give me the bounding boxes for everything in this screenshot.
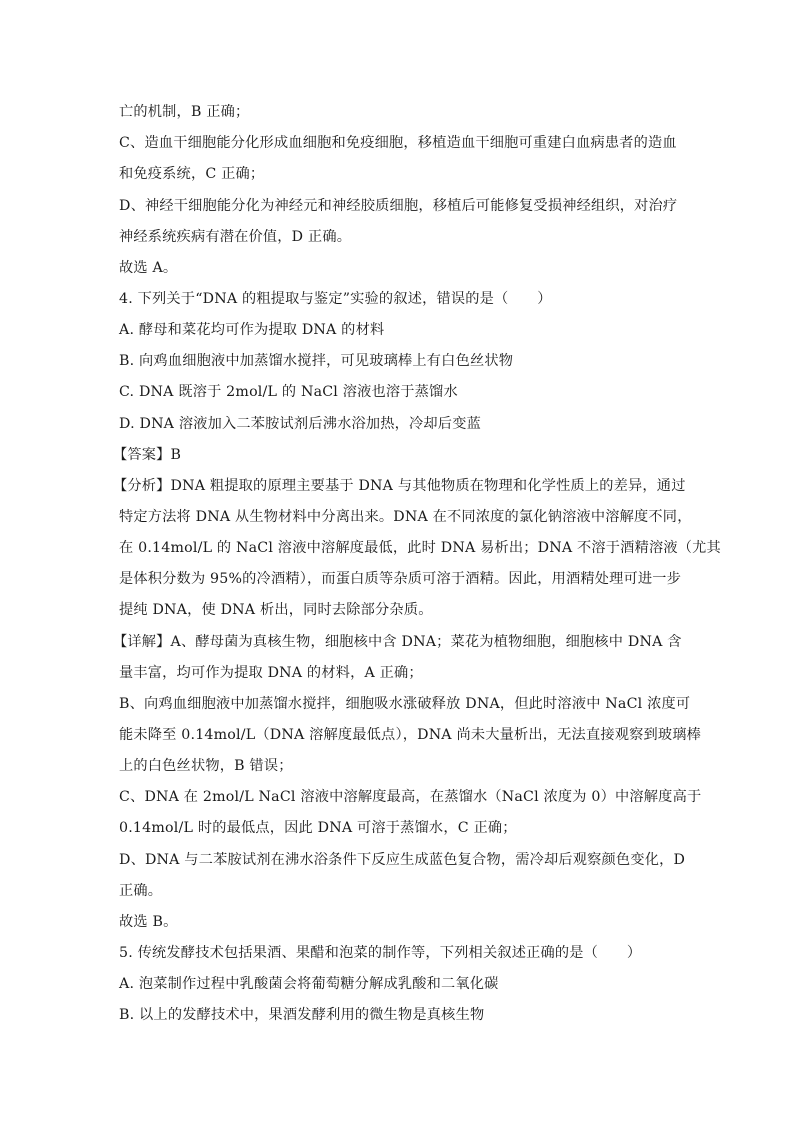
question-4-option-b: B. 向鸡血细胞液中加蒸馏水搅拌，可见玻璃棒上有白色丝状物 <box>119 353 514 369</box>
text-line: 能未降至 0.14mol/L（DNA 溶解度最低点），DNA 尚未大量析出，无法直接观察到玻璃棒 <box>119 727 702 743</box>
text-line: 故选 B。 <box>119 914 178 930</box>
text-line: 量丰富，均可作为提取 DNA 的材料，A 正确； <box>119 665 423 681</box>
text-line: 和免疫系统，C 正确； <box>119 166 265 182</box>
question-4-option-c: C. DNA 既溶于 2mol/L 的 NaCl 溶液也溶于蒸馏水 <box>119 384 458 400</box>
text-line: 是体积分数为 95%的冷酒精），而蛋白质等杂质可溶于酒精。因此，用酒精处理可进一步 <box>119 571 682 587</box>
text-line: 上的白色丝状物，B 错误； <box>119 758 293 774</box>
text-line: 特定方法将 DNA 从生物材料中分离出来。DNA 在不同浓度的氯化钠溶液中溶解度不同， <box>119 509 692 525</box>
question-5-stem: 5. 传统发酵技术包括果酒、果醋和泡菜的制作等，下列相关叙述正确的是（ ） <box>119 945 642 961</box>
text-line: 神经系统疾病有潜在价值，D 正确。 <box>119 229 352 245</box>
text-line: 正确。 <box>119 883 163 899</box>
question-4-stem: 4. 下列关于“DNA 的粗提取与鉴定”实验的叙述，错误的是（ ） <box>119 291 552 307</box>
text-line: 在 0.14mol/L 的 NaCl 溶液中溶解度最低，此时 DNA 易析出；DNA 不溶于酒精溶液（尤其 <box>119 540 721 556</box>
text-line: 故选 A。 <box>119 260 178 276</box>
text-line: C、DNA 在 2mol/L NaCl 溶液中溶解度最高，在蒸馏水（NaCl 浓度为 0）中溶解度高于 <box>119 789 702 805</box>
question-5-option-a: A. 泡菜制作过程中乳酸菌会将葡萄糖分解成乳酸和二氧化碳 <box>119 976 499 992</box>
analysis-paragraph: 【分析】DNA 粗提取的原理主要基于 DNA 与其他物质在物理和化学性质上的差异，通过 <box>113 478 686 494</box>
question-4-option-d: D. DNA 溶液加入二苯胺试剂后沸水浴加热，冷却后变蓝 <box>119 416 481 432</box>
text-line: C、造血干细胞能分化形成血细胞和免疫细胞，移植造血干细胞可重建白血病患者的造血 <box>119 135 677 151</box>
detail-paragraph: 【详解】A、酵母菌为真核生物，细胞核中含 DNA；菜花为植物细胞，细胞核中 DNA 含 <box>113 634 682 650</box>
question-4-option-a: A. 酵母和菜花均可作为提取 DNA 的材料 <box>119 322 385 338</box>
text-line: D、DNA 与二苯胺试剂在沸水浴条件下反应生成蓝色复合物，需冷却后观察颜色变化，D <box>119 852 686 868</box>
text-line: 亡的机制，B 正确； <box>119 104 250 120</box>
text-line: 提纯 DNA，使 DNA 析出，同时去除部分杂质。 <box>119 602 433 618</box>
text-line: D、神经干细胞能分化为神经元和神经胶质细胞，移植后可能修复受损神经组织，对治疗 <box>119 198 678 214</box>
text-line: 0.14mol/L 时的最低点，因此 DNA 可溶于蒸馏水，C 正确； <box>119 820 517 836</box>
answer-label: 【答案】B <box>113 447 182 463</box>
text-line: B、向鸡血细胞液中加蒸馏水搅拌，细胞吸水涨破释放 DNA，但此时溶液中 NaCl 浓度可 <box>119 696 691 712</box>
question-5-option-b: B. 以上的发酵技术中，果酒发酵利用的微生物是真核生物 <box>119 1007 485 1023</box>
